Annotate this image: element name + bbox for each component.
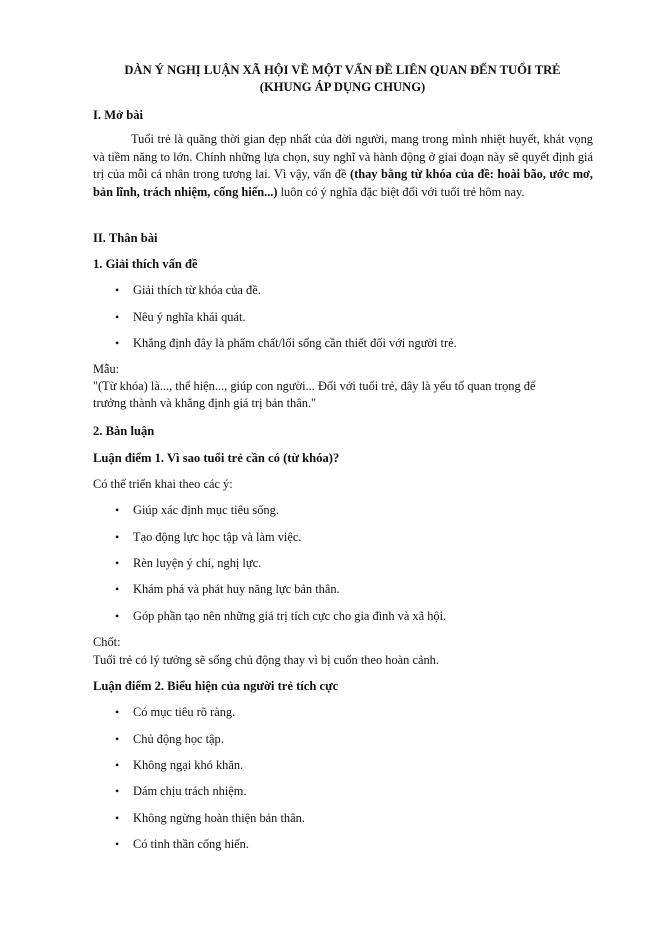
bullet-icon: • xyxy=(115,503,120,517)
list-item: • Tạo động lực học tập và làm việc. xyxy=(115,530,302,544)
list-item: • Dám chịu trách nhiệm. xyxy=(115,784,247,798)
list-item: • Chủ động học tập. xyxy=(115,732,224,746)
conclusion-label: Chốt: xyxy=(93,635,121,649)
section-heading-intro: I. Mở bài xyxy=(93,108,144,122)
list-item: • Giúp xác định mục tiêu sống. xyxy=(115,503,279,517)
point1-lead: Có thể triển khai theo các ý: xyxy=(93,477,233,491)
list-item: • Khẳng định đây là phẩm chất/lối sống cần thiết đối với người trẻ. xyxy=(115,336,457,350)
list-item: • Rèn luyện ý chí, nghị lực. xyxy=(115,556,262,570)
bullet-icon: • xyxy=(115,609,120,623)
bullet-icon: • xyxy=(115,310,120,324)
bullet-icon: • xyxy=(115,705,120,719)
list-item: • Nêu ý nghĩa khái quát. xyxy=(115,310,246,324)
bullet-icon: • xyxy=(115,784,120,798)
bullet-icon: • xyxy=(115,758,120,772)
bullet-icon: • xyxy=(115,837,120,851)
bullet-icon: • xyxy=(115,336,120,350)
bullet-icon: • xyxy=(115,530,120,544)
bullet-icon: • xyxy=(115,283,120,297)
intro-text-after: luôn có ý nghĩa đặc biệt đối với tuổi trẻ hôm nay. xyxy=(277,184,525,199)
section-heading-body: II. Thân bài xyxy=(93,231,158,245)
conclusion-text: Tuổi trẻ có lý tưởng sẽ sống chủ động thay vì bị cuốn theo hoàn cảnh. xyxy=(93,653,439,667)
bullet-icon: • xyxy=(115,556,120,570)
document-title-line2: (KHUNG ÁP DỤNG CHUNG) xyxy=(259,80,426,94)
intro-text-bold: (thay bằng từ khóa của đề: hoài bão, ước mơ, bản lĩnh, trách nhiệm, cống hiến...) xyxy=(93,167,593,199)
sample-label: Mẫu: xyxy=(93,362,120,376)
list-item: • Góp phần tạo nên những giá trị tích cực cho gia đình và xã hội. xyxy=(115,609,447,623)
bullet-icon: • xyxy=(115,811,120,825)
bullet-icon: • xyxy=(115,582,120,596)
bullet-icon: • xyxy=(115,732,120,746)
point1-heading: Luận điểm 1. Vì sao tuổi trẻ cần có (từ khóa)? xyxy=(93,451,340,465)
point2-heading: Luận điểm 2. Biểu hiện của người trẻ tích cực xyxy=(93,679,339,693)
list-item: • Có mục tiêu rõ ràng. xyxy=(115,705,236,719)
subsection-heading-discussion: 2. Bàn luận xyxy=(93,424,155,438)
list-item: • Có tinh thần cống hiến. xyxy=(115,837,249,851)
list-item: • Không ngừng hoàn thiện bản thân. xyxy=(115,811,305,825)
intro-text-before: Tuổi trẻ là quãng thời gian đẹp nhất của đời người, mang trong mình nhiệt huyết, khát vọng và tiềm năng to lớn. Chính những lựa chọn, suy nghĩ và hành động ở giai đoạn này sẽ quyết định giá trị của mỗi cá nhân trong tương lai. Vì vậy, vấn đề xyxy=(93,132,593,181)
list-item: • Khám phá và phát huy năng lực bản thân. xyxy=(115,582,340,596)
sample-text-line1: "(Từ khóa) là..., thể hiện..., giúp con người... Đối với tuổi trẻ, đây là yếu tố quan trọng để xyxy=(93,379,536,393)
list-item: • Không ngại khó khăn. xyxy=(115,758,244,772)
intro-paragraph xyxy=(93,131,593,201)
sample-text-line2: trưởng thành và khẳng định giá trị bản thân." xyxy=(93,396,317,410)
document-title-line1: DÀN Ý NGHỊ LUẬN XÃ HỘI VỀ MỘT VẤN ĐỀ LIÊN QUAN ĐẾN TUỔI TRẺ xyxy=(124,63,561,77)
list-item: • Giải thích từ khóa của đề. xyxy=(115,283,261,297)
subsection-heading-explain: 1. Giải thích vấn đề xyxy=(93,257,198,271)
